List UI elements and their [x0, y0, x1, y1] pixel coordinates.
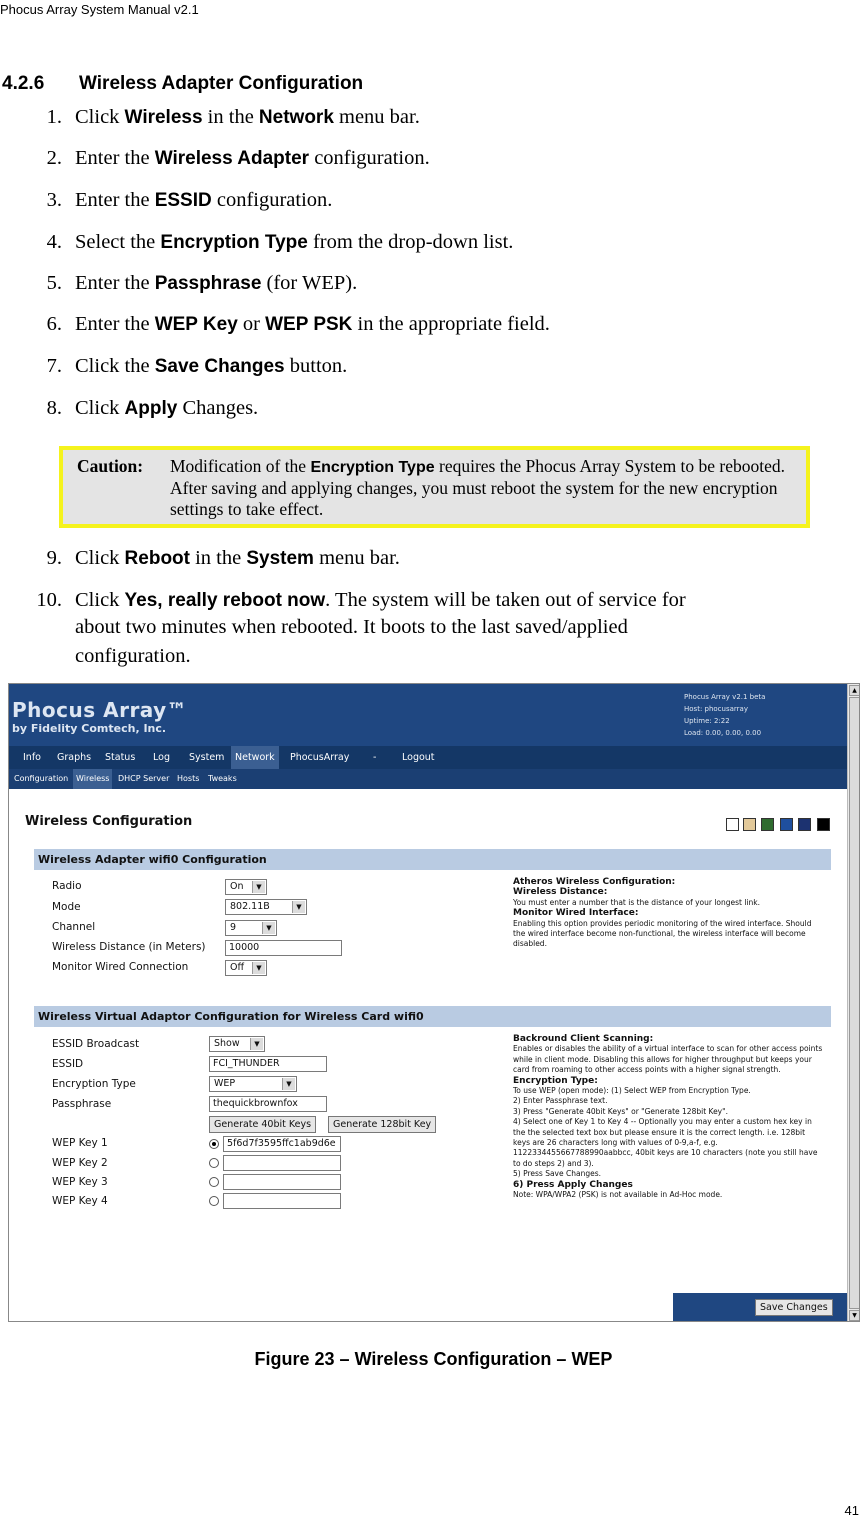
- distance-input[interactable]: 10000: [225, 940, 342, 956]
- passphrase-input[interactable]: thequickbrownfox: [209, 1096, 327, 1112]
- menu-status[interactable]: Status: [105, 752, 136, 763]
- wep-key-3-input[interactable]: [223, 1174, 341, 1190]
- virtual-help: Backround Client Scanning: Enables or disables the ability of a virtual interface to scan for other access points while in client mode. Disabling this allows for higher throughput but keeps your card from roaming to other access points with a higher signal strength. Encryption Type: To use WEP (open mode): (1) Select WEP from Encryption Type. 2) Enter Passphrase text. 3) Press "Generate 40bit Keys" or "Generate 128bit Key". 4) Select one of Key 1 to Key 4 -- Optionally you may enter a custom hex key in the the selected text box but please ensure it is the correct length. i.e. 128bit keys are 26 characters long with values of 0-9,a-f, e.g. 1122334455667788990aabbcc, 40bit keys are 10 characters (note you still have to do steps 2) and 3). 5) Press Save Changes. 6) Press Apply Changes Note: WPA/WPA2 (PSK) is not available in Ad-Hoc mode.: [513, 1034, 823, 1200]
- label-wep-key-3: WEP Key 3: [52, 1176, 108, 1188]
- menu-separator: -: [373, 752, 377, 763]
- chevron-down-icon: ▼: [292, 901, 305, 913]
- label-encryption-type: Encryption Type: [52, 1078, 136, 1090]
- section-heading: [2, 73, 364, 95]
- menu-phocusarray[interactable]: PhocusArray: [290, 752, 350, 763]
- chevron-down-icon: ▼: [282, 1078, 295, 1090]
- adapter-help: Atheros Wireless Configuration: Wireless Distance: You must enter a number that is the distance of your longest link. Monitor Wired Interface: Enabling this option provides periodic monitoring of the wired interface. Should the wired interface become non-functional, the wireless interface will become disabled.: [513, 877, 812, 949]
- scrollbar-thumb[interactable]: [849, 697, 860, 1309]
- label-channel: Channel: [52, 921, 96, 933]
- scroll-down-icon[interactable]: ▼: [849, 1310, 860, 1321]
- scroll-up-icon[interactable]: ▲: [849, 685, 860, 696]
- theme-swatch-navy[interactable]: [798, 818, 811, 831]
- label-distance: Wireless Distance (in Meters): [52, 941, 206, 953]
- app-banner: [9, 684, 847, 746]
- save-changes-button[interactable]: Save Changes: [755, 1299, 833, 1316]
- mode-select[interactable]: 802.11B ▼: [225, 899, 307, 915]
- logo-subtitle: by Fidelity Comtech, Inc.: [12, 722, 167, 735]
- label-wep-key-4: WEP Key 4: [52, 1195, 108, 1207]
- label-passphrase: Passphrase: [52, 1098, 112, 1110]
- label-mode: Mode: [52, 901, 81, 913]
- generate-40bit-button[interactable]: Generate 40bit Keys: [209, 1116, 316, 1133]
- status-version: Phocus Array v2.1 beta: [684, 693, 766, 701]
- submenu-wireless[interactable]: Wireless: [73, 769, 112, 789]
- label-wep-key-1: WEP Key 1: [52, 1137, 108, 1149]
- label-radio: Radio: [52, 880, 82, 892]
- page-title: Wireless Configuration: [25, 814, 193, 829]
- section-number: 4.2.6: [2, 73, 45, 94]
- status-host: Host: phocusarray: [684, 705, 748, 713]
- label-essid: ESSID: [52, 1058, 84, 1070]
- caution-label: Caution:: [77, 456, 144, 476]
- menu-graphs[interactable]: Graphs: [57, 752, 92, 763]
- submenu-tweaks[interactable]: Tweaks: [208, 774, 237, 783]
- submenu-hosts[interactable]: Hosts: [177, 774, 200, 783]
- radio-select[interactable]: On ▼: [225, 879, 267, 895]
- encryption-type-select[interactable]: WEP ▼: [209, 1076, 297, 1092]
- figure-caption: Figure 23 – Wireless Configuration – WEP: [254, 1349, 613, 1369]
- footer-area: [9, 1293, 847, 1322]
- theme-swatch-blue[interactable]: [780, 818, 793, 831]
- theme-swatch-black[interactable]: [817, 818, 830, 831]
- essid-broadcast-select[interactable]: Show ▼: [209, 1036, 265, 1052]
- wep-key-3-radio[interactable]: [209, 1177, 219, 1187]
- essid-input[interactable]: FCI_THUNDER: [209, 1056, 327, 1072]
- main-menu: [9, 746, 847, 769]
- label-wep-key-2: WEP Key 2: [52, 1157, 108, 1169]
- wep-key-2-radio[interactable]: [209, 1158, 219, 1168]
- caution-box: [59, 446, 810, 528]
- adapter-section-bar: Wireless Adapter wifi0 Configuration: [34, 849, 831, 870]
- wep-key-1-input[interactable]: 5f6d7f3595ffc1ab9d6e: [223, 1136, 341, 1152]
- wep-key-1-radio[interactable]: [209, 1139, 219, 1149]
- page-number: 41: [844, 1503, 859, 1518]
- wep-key-4-input[interactable]: [223, 1193, 341, 1209]
- footer-bar: [673, 1293, 847, 1322]
- menu-network[interactable]: Network: [231, 746, 279, 769]
- status-load: Load: 0.00, 0.00, 0.00: [684, 729, 762, 737]
- channel-select[interactable]: 9 ▼: [225, 920, 277, 936]
- chevron-down-icon: ▼: [262, 922, 275, 934]
- theme-swatch-tan[interactable]: [743, 818, 756, 831]
- running-header: Phocus Array System Manual v2.1: [0, 2, 199, 17]
- virtual-section-bar: Wireless Virtual Adaptor Configuration for Wireless Card wifi0: [34, 1006, 831, 1027]
- label-essid-broadcast: ESSID Broadcast: [52, 1038, 140, 1050]
- embedded-screenshot: [8, 683, 860, 1322]
- status-uptime: Uptime: 2:22: [684, 717, 730, 725]
- label-monitor: Monitor Wired Connection: [52, 961, 189, 973]
- logo-title: Phocus Array™: [12, 698, 188, 722]
- wep-key-2-input[interactable]: [223, 1155, 341, 1171]
- chevron-down-icon: ▼: [252, 962, 265, 974]
- theme-swatch-white[interactable]: [726, 818, 739, 831]
- menu-logout[interactable]: Logout: [402, 752, 435, 763]
- theme-swatch-green[interactable]: [761, 818, 774, 831]
- sub-menu: [9, 769, 847, 789]
- chevron-down-icon: ▼: [252, 881, 265, 893]
- submenu-dhcp-server[interactable]: DHCP Server: [118, 774, 170, 783]
- chevron-down-icon: ▼: [250, 1038, 263, 1050]
- menu-log[interactable]: Log: [153, 752, 170, 763]
- section-title: Wireless Adapter Configuration: [79, 73, 364, 94]
- monitor-select[interactable]: Off ▼: [225, 960, 267, 976]
- wep-key-4-radio[interactable]: [209, 1196, 219, 1206]
- vertical-scrollbar[interactable]: [847, 684, 860, 1322]
- menu-info[interactable]: Info: [23, 752, 41, 763]
- generate-128bit-button[interactable]: Generate 128bit Key: [328, 1116, 436, 1133]
- menu-system[interactable]: System: [189, 752, 225, 763]
- caution-text: Modification of the Encryption Type requires the Phocus Array System to be rebooted. After saving and applying changes, you must reboot the system for the new encryption settings to take effect.: [170, 456, 786, 519]
- submenu-configuration[interactable]: Configuration: [14, 774, 69, 783]
